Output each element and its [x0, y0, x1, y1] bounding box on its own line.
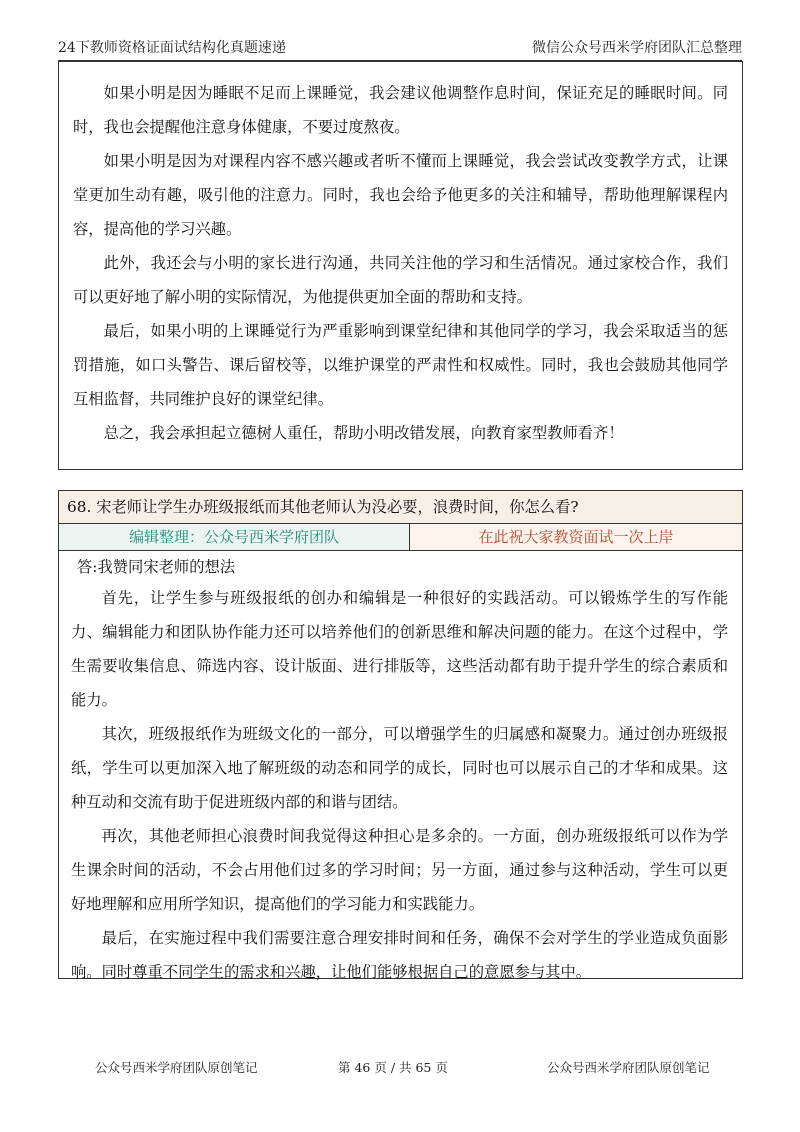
- paragraph: 首先，让学生参与班级报纸的创办和编辑是一种很好的实践活动。可以锻炼学生的写作能力、编辑能力和团队协作能力还可以培养他们的创新思维和解决问题的能力。在这个过程中，学生需要收集信息、筛选内容、设计版面、进行排版等，这些活动都有助于提升学生的综合素质和能力。: [71, 589, 728, 709]
- page-number: 第 46 页 / 共 65 页: [338, 1060, 448, 1075]
- paragraph: 最后，在实施过程中我们需要注意合理安排时间和任务，确保不会对学生的学业造成负面影响。同时尊重不同学生的需求和兴趣，让他们能够根据自己的意愿参与其中。: [71, 929, 728, 981]
- answer-intro: 答:我赞同宋老师的想法: [77, 558, 236, 576]
- credit-row: [59, 524, 742, 551]
- page-header: [58, 33, 742, 61]
- credit-blessing: 在此祝大家教资面试一次上岸: [410, 524, 742, 550]
- question-title: 68. 宋老师让学生办班级报纸而其他老师认为没必要，浪费时间，你怎么看?: [59, 491, 742, 524]
- header-left-title: 24下教师资格证面试结构化真题速递: [58, 40, 286, 56]
- paragraph: 总之，我会承担起立德树人重任，帮助小明改错发展，向教育家型教师看齐！: [103, 424, 624, 442]
- paragraph: 最后，如果小明的上课睡觉行为严重影响到课堂纪律和其他同学的学习，我会采取适当的惩罚措施，如口头警告、课后留校等，以维护课堂的严肃性和权威性。同时，我也会鼓励其他同学互相监督，共同维护良好的课堂纪律。: [73, 322, 728, 408]
- credit-editor: 编辑整理：公众号西米学府团队: [59, 524, 410, 550]
- paragraph: 如果小明是因为对课程内容不感兴趣或者听不懂而上课睡觉，我会尝试改变教学方式，让课堂更加生动有趣，吸引他的注意力。同时，我也会给予他更多的关注和辅导，帮助他理解课程内容，提高他的学习兴趣。: [73, 152, 728, 238]
- paragraph: 此外，我还会与小明的家长进行沟通，共同关注他的学习和生活情况。通过家校合作，我们可以更好地了解小明的实际情况，为他提供更加全面的帮助和支持。: [73, 254, 728, 306]
- header-right-title: 微信公众号西米学府团队汇总整理: [532, 40, 742, 56]
- footer-left: 公众号西米学府团队原创笔记: [95, 1060, 258, 1075]
- question-68-box: [58, 490, 743, 979]
- footer-right: 公众号西米学府团队原创笔记: [547, 1060, 710, 1075]
- page-footer: [0, 1058, 800, 1078]
- answer-continuation-box: [58, 61, 743, 470]
- paragraph: 再次，其他老师担心浪费时间我觉得这种担心是多余的。一方面，创办班级报纸可以作为学生课余时间的活动，不会占用他们过多的学习时间；另一方面，通过参与这种活动，学生可以更好地理解和应用所学知识，提高他们的学习能力和实践能力。: [71, 827, 728, 913]
- paragraph: 其次，班级报纸作为班级文化的一部分，可以增强学生的归属感和凝聚力。通过创办班级报纸，学生可以更加深入地了解班级的动态和同学的成长，同时也可以展示自己的才华和成果。这种互动和交流有助于促进班级内部的和谐与团结。: [71, 725, 728, 811]
- paragraph: 如果小明是因为睡眠不足而上课睡觉，我会建议他调整作息时间，保证充足的睡眠时间。同时，我也会提醒他注意身体健康，不要过度熬夜。: [73, 84, 728, 136]
- answer-body: [59, 551, 742, 989]
